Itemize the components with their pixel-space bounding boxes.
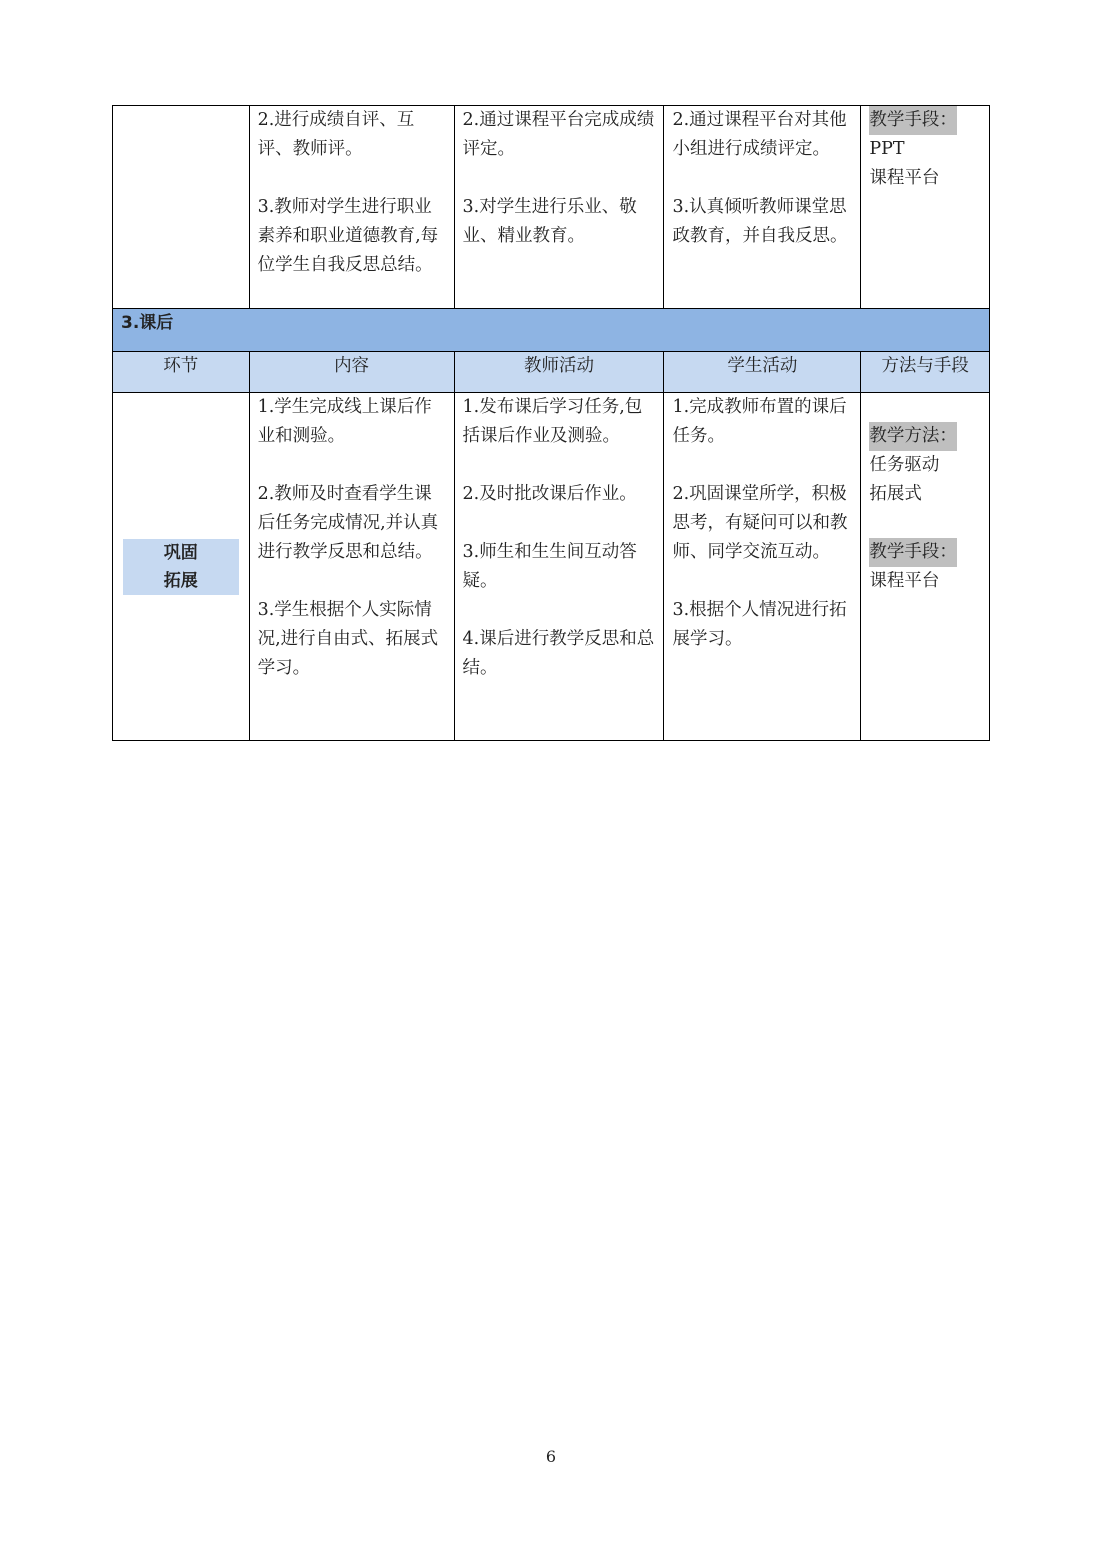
stage-label [123,539,239,595]
means-line: 课程平台 [869,168,940,188]
header-student: 学生活动 [664,352,861,393]
means-line: PPT [869,139,905,159]
table-header-row [113,352,990,393]
stage-label-line: 巩固 [163,542,198,563]
methods-cell [861,106,990,309]
teacher-activity-cell [454,106,664,309]
student-item: 2.巩固课堂所学，积极思考，有疑问可以和教师、同学交流互动。 [672,484,848,562]
teacher-item: 3.师生和生生间互动答疑。 [462,542,637,591]
teacher-item: 3.对学生进行乐业、敬业、精业教育。 [462,197,637,246]
stage-label-line: 拓展 [163,570,198,591]
continued-row [113,106,990,309]
teacher-item: 2.通过课程平台完成成绩评定。 [462,110,655,159]
header-teacher: 教师活动 [454,352,664,393]
after-class-row [113,393,990,741]
means-heading: 教学手段： [869,538,957,567]
content-item: 2.教师及时查看学生课后任务完成情况,并认真进行教学反思和总结。 [257,484,439,562]
student-activity-cell [664,106,861,309]
method-line: 拓展式 [869,484,922,504]
content-item: 3.教师对学生进行职业素养和职业道德教育,每位学生自我反思总结。 [257,197,439,275]
content-item: 3.学生根据个人实际情况,进行自由式、拓展式学习。 [257,600,439,678]
means-line: 课程平台 [869,571,940,591]
page-number: 6 [545,1447,557,1466]
means-heading: 教学手段： [869,106,957,135]
content-item: 2.进行成绩自评、互评、教师评。 [257,110,415,159]
student-activity-cell [664,393,861,741]
header-methods: 方法与手段 [861,352,990,393]
section-row [113,309,990,352]
teacher-item: 1.发布课后学习任务,包括课后作业及测验。 [462,397,643,446]
method-line: 任务驱动 [869,455,940,475]
method-heading: 教学方法： [869,422,957,451]
student-item: 1.完成教师布置的课后任务。 [672,397,847,446]
student-item: 2.通过课程平台对其他小组进行成绩评定。 [672,110,847,159]
method-block [869,422,981,509]
student-item: 3.根据个人情况进行拓展学习。 [672,600,847,649]
teacher-item: 4.课后进行教学反思和总结。 [462,629,655,678]
lesson-plan-table [112,105,990,741]
student-item: 3.认真倾听教师课堂思政教育，并自我反思。 [672,197,848,246]
means-block [869,538,981,596]
content-cell [249,393,454,741]
header-content: 内容 [249,352,454,393]
header-stage: 环节 [113,352,250,393]
section-title: 3.课后 [113,309,990,352]
methods-cell [861,393,990,741]
stage-cell [113,393,250,741]
stage-cell-empty [113,106,250,309]
content-cell [249,106,454,309]
teacher-item: 2.及时批改课后作业。 [462,484,637,504]
content-item: 1.学生完成线上课后作业和测验。 [257,397,432,446]
teacher-activity-cell [454,393,664,741]
